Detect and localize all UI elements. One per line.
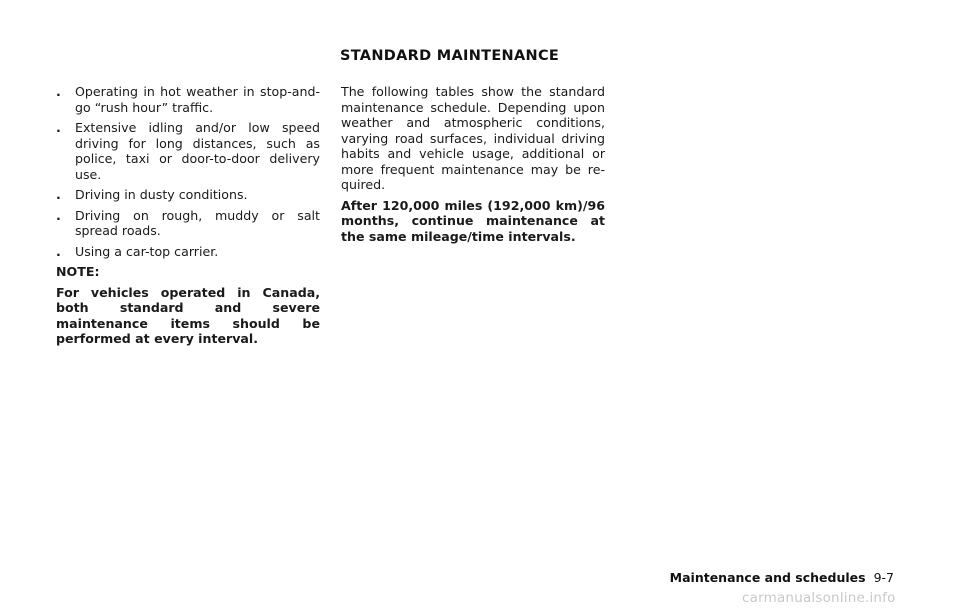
bullet-text: Extensive idling and/or low speed driving for long distances, such as police, taxi or door-to-door delivery use. xyxy=(75,120,320,182)
after-interval-note: After 120,000 miles (192,000 km)/96 months, continue maintenance at the same mileage/time intervals. xyxy=(341,197,605,244)
section-title: STANDARD MAINTENANCE xyxy=(340,48,560,64)
bullet-text: Driving in dusty conditions. xyxy=(75,187,248,202)
footer-section-name: Maintenance and schedules xyxy=(669,570,866,585)
note-label: NOTE: xyxy=(56,264,100,279)
watermark: carmanualsonline.info xyxy=(742,590,896,606)
intro-paragraph: The following tables show the standard maintenance schedule. Depending upon weather and atmospheric conditions, varying road surfaces, individual driving habits and vehicle usage, additional or more frequent maintenance may be re-quired. xyxy=(341,84,605,192)
bullet-item xyxy=(56,208,320,239)
bullet-text: Using a car-top carrier. xyxy=(75,243,219,259)
bullet-mark: . xyxy=(56,84,61,99)
bullet-text: Operating in hot weather in stop-and-go “rush hour” traffic. xyxy=(75,84,320,115)
left-column xyxy=(56,84,320,352)
bullet-mark: . xyxy=(56,243,61,259)
bullet-item xyxy=(56,244,320,260)
bullet-mark: . xyxy=(56,187,61,202)
bullet-item xyxy=(56,120,320,182)
page-number: 9-7 xyxy=(873,570,894,585)
bullet-mark: . xyxy=(56,207,61,223)
bullet-mark: . xyxy=(56,120,61,135)
bullet-text: Driving on rough, muddy or salt spread roads. xyxy=(75,207,320,238)
page-footer xyxy=(670,570,894,585)
note-text: For vehicles operated in Canada, both standard and severe maintenance items should be performed at every interval. xyxy=(56,284,320,346)
bullet-item xyxy=(56,187,320,203)
bullet-item xyxy=(56,84,320,115)
right-column xyxy=(341,84,605,249)
